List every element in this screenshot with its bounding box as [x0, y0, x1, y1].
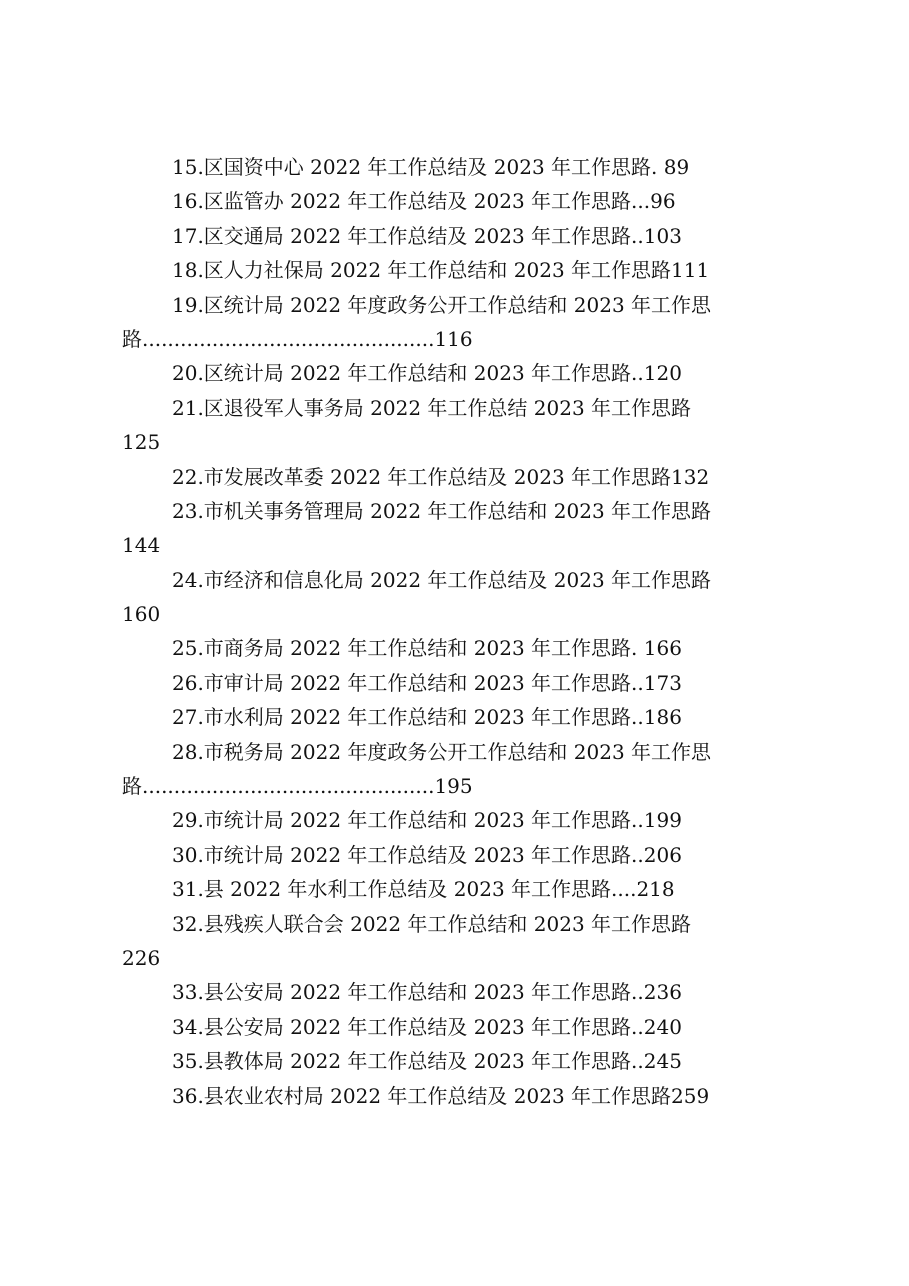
toc-entry: 31.县 2022 年水利工作总结及 2023 年工作思路....218	[172, 877, 675, 902]
toc-entry: 21.区退役军人事务局 2022 年工作总结 2023 年工作思路	[172, 395, 692, 420]
toc-entry: 23.市机关事务管理局 2022 年工作总结和 2023 年工作思路	[172, 498, 712, 523]
toc-entry: 32.县残疾人联合会 2022 年工作总结和 2023 年工作思路	[172, 911, 692, 936]
toc-entry-continuation: 125	[122, 430, 161, 455]
toc-entry-continuation: 144	[122, 533, 161, 558]
toc-entry: 30.市统计局 2022 年工作总结及 2023 年工作思路..206	[172, 842, 682, 867]
toc-entry: 29.市统计局 2022 年工作总结和 2023 年工作思路..199	[172, 808, 682, 833]
toc-entry-continuation: 160	[122, 602, 161, 627]
toc-entry: 25.市商务局 2022 年工作总结和 2023 年工作思路. 166	[172, 636, 682, 661]
toc-entry: 16.区监管办 2022 年工作总结及 2023 年工作思路...96	[172, 189, 676, 214]
toc-entry: 18.区人力社保局 2022 年工作总结和 2023 年工作思路111	[172, 258, 710, 283]
toc-entry-continuation: 路..............................................116	[122, 326, 473, 351]
toc-entry: 22.市发展改革委 2022 年工作总结及 2023 年工作思路132	[172, 464, 710, 489]
toc-entry: 24.市经济和信息化局 2022 年工作总结及 2023 年工作思路	[172, 567, 712, 592]
toc-entry: 15.区国资中心 2022 年工作总结及 2023 年工作思路. 89	[172, 155, 690, 179]
toc-entry: 36.县农业农村局 2022 年工作总结及 2023 年工作思路259	[172, 1083, 710, 1108]
table-of-contents	[122, 150, 802, 1113]
toc-entry: 35.县教体局 2022 年工作总结及 2023 年工作思路..245	[172, 1049, 682, 1074]
toc-entry: 17.区交通局 2022 年工作总结及 2023 年工作思路..103	[172, 223, 682, 248]
toc-entry-continuation: 226	[122, 945, 161, 970]
toc-entry: 19.区统计局 2022 年度政务公开工作总结和 2023 年工作思	[172, 292, 712, 317]
toc-entry: 34.县公安局 2022 年工作总结及 2023 年工作思路..240	[172, 1014, 682, 1039]
toc-entry: 28.市税务局 2022 年度政务公开工作总结和 2023 年工作思	[172, 739, 712, 764]
toc-entry: 20.区统计局 2022 年工作总结和 2023 年工作思路..120	[172, 361, 682, 386]
toc-entry: 26.市审计局 2022 年工作总结和 2023 年工作思路..173	[172, 670, 682, 695]
toc-entry: 27.市水利局 2022 年工作总结和 2023 年工作思路..186	[172, 705, 682, 730]
toc-entry-continuation: 路..............................................195	[122, 774, 473, 799]
toc-entry: 33.县公安局 2022 年工作总结和 2023 年工作思路..236	[172, 980, 682, 1005]
